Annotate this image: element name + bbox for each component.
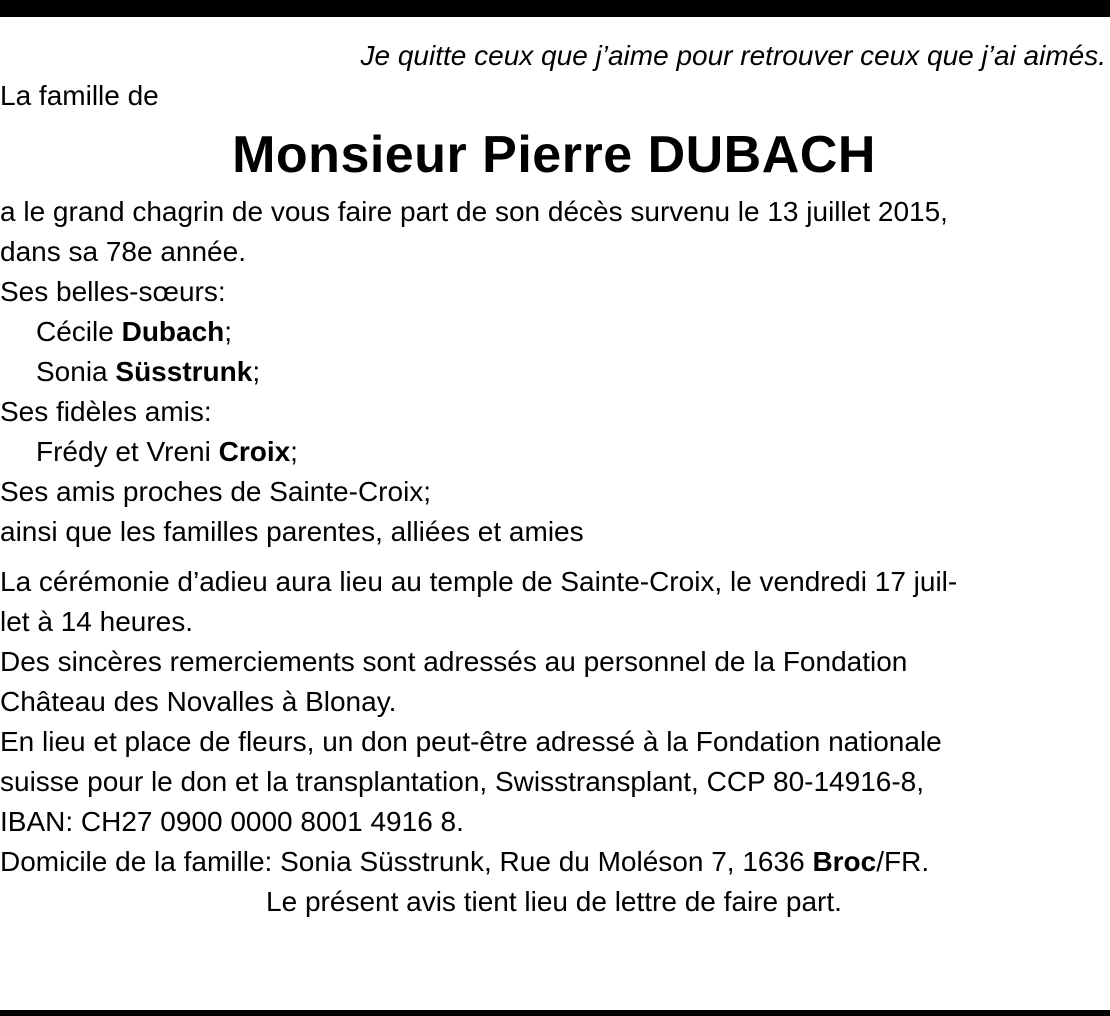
thanks-line: Château des Novalles à Blonay. [0,686,397,717]
donation-line: En lieu et place de fleurs, un don peut-être adressé à la Fondation nationale [0,726,942,757]
deceased-name: Monsieur Pierre DUBACH [232,126,876,184]
announcement-line: a le grand chagrin de vous faire part de son décès survenu le 13 juillet 2015, [0,196,948,227]
ceremony-line: La cérémonie d’adieu aura lieu au temple de Sainte-Croix, le vendredi 17 juil- [0,566,958,597]
thanks-line: Des sincères remerciements sont adressés au personnel de la Fondation [0,646,908,677]
donation-line: IBAN: CH27 0900 0000 8001 4916 8. [0,806,464,837]
friends-heading: Ses fidèles amis: [0,396,212,427]
donation-line: suisse pour le don et la transplantation, Swisstransplant, CCP 80-14916-8, [0,766,925,797]
separator: ; [252,356,261,387]
domicile-address: Domicile de la famille: Sonia Süsstrunk, Rue du Moléson 7, 1636 [0,846,813,877]
top-rule [0,0,1110,17]
domicile-line [0,842,1108,882]
domicile-canton: /FR. [876,846,930,877]
relative-last-name: Süsstrunk [115,356,253,387]
separator: ; [290,436,298,467]
relative-last-name: Dubach [121,316,225,347]
relative-first-name: Sonia [36,356,116,387]
intro-text: La famille de [0,80,159,111]
relative-first-name: Cécile [36,316,122,347]
friend-first-names: Frédy et Vreni [36,436,219,467]
friend-entry [0,432,1108,472]
ceremony-line: let à 14 heures. [0,606,194,637]
relative-entry [0,352,1108,392]
friend-last-name: Croix [218,436,291,467]
sisters-in-law-heading: Ses belles-sœurs: [0,276,226,307]
separator: ; [224,316,233,347]
obituary-notice [0,36,1108,922]
announcement-line: dans sa 78e année. [0,236,246,267]
relative-entry [0,312,1108,352]
close-friends-line: Ses amis proches de Sainte-Croix; [0,476,432,507]
bottom-rule [0,1010,1110,1016]
families-line: ainsi que les familles parentes, alliées et amies [0,516,584,547]
epigraph: Je quitte ceux que j’aime pour retrouver ceux que j’ai aimés. [360,40,1106,71]
domicile-town: Broc [812,846,877,877]
closing-line: Le présent avis tient lieu de lettre de faire part. [266,886,842,917]
